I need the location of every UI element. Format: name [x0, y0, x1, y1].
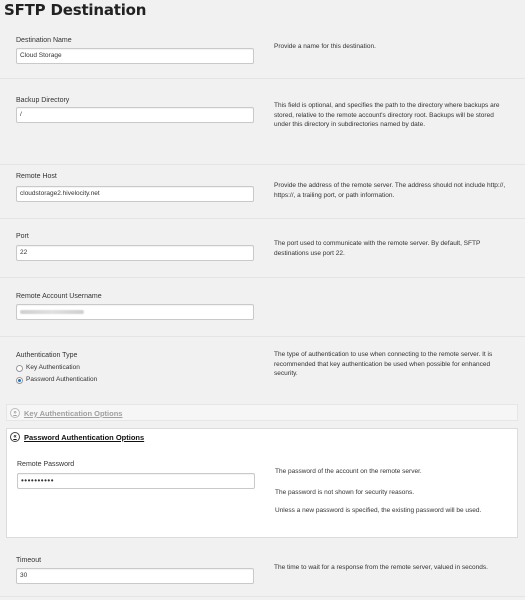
port-help: The port used to communicate with the remote server. By default, SFTP destinations use port 22.: [274, 240, 481, 257]
remote-host-help: Provide the address of the remote server. The address should not include http://, https://, a trailing port, or path information.: [274, 182, 506, 199]
divider: [0, 336, 525, 337]
remote-host-label: Remote Host: [16, 173, 57, 180]
remote-username-input[interactable]: [16, 304, 254, 320]
divider: [0, 218, 525, 219]
port-label: Port: [16, 233, 29, 240]
timeout-label: Timeout: [16, 557, 42, 564]
destination-name-label: Destination Name: [16, 37, 72, 44]
key-auth-options-title[interactable]: Key Authentication Options: [24, 408, 123, 418]
destination-name-help: Provide a name for this destination.: [274, 43, 376, 50]
remote-password-input[interactable]: ••••••••••: [17, 473, 255, 489]
backup-directory-input[interactable]: /: [16, 107, 254, 123]
key-auth-options-panel: [6, 404, 518, 421]
radio-label: Password Authentication: [26, 376, 98, 383]
remote-password-label: Remote Password: [17, 461, 75, 468]
radio-button[interactable]: [16, 365, 23, 372]
redacted-username: [20, 310, 84, 314]
authentication-help: The type of authentication to use when connecting to the remote server. It is recommended that key authentication be used when possible for enhanced security.: [274, 351, 493, 377]
collapse-icon[interactable]: «: [10, 432, 20, 442]
remote-password-help-2: The password is not shown for security reasons.: [275, 489, 415, 496]
radio-key-authentication[interactable]: [16, 363, 80, 373]
port-input[interactable]: 22: [16, 245, 254, 261]
remote-username-label: Remote Account Username: [16, 293, 102, 300]
page-title: SFTP Destination: [4, 1, 147, 19]
password-auth-options-panel: [6, 428, 518, 538]
remote-password-help-1: The password of the account on the remote server.: [275, 468, 422, 475]
backup-directory-help: This field is optional, and specifies the path to the directory where backups are stored, relative to the remote account's directory root. Backups will be stored under this directory in subdirectories named by date.: [274, 102, 500, 128]
remote-host-input[interactable]: cloudstorage2.hivelocity.net: [16, 186, 254, 202]
timeout-help: The time to wait for a response from the remote server, valued in seconds.: [274, 564, 488, 571]
key-auth-options-toggle[interactable]: [10, 408, 122, 418]
expand-icon[interactable]: »: [10, 408, 20, 418]
radio-label: Key Authentication: [26, 364, 80, 371]
remote-password-help-3: Unless a new password is specified, the existing password will be used.: [275, 507, 482, 514]
divider: [0, 277, 525, 278]
password-auth-options-title[interactable]: Password Authentication Options: [24, 432, 145, 442]
password-auth-options-toggle[interactable]: [10, 432, 144, 442]
authentication-type-label: Authentication Type: [16, 352, 78, 359]
radio-password-authentication[interactable]: [16, 375, 97, 385]
divider: [0, 596, 525, 597]
radio-button-checked[interactable]: [16, 377, 23, 384]
timeout-input[interactable]: 30: [16, 568, 254, 584]
destination-name-input[interactable]: Cloud Storage: [16, 48, 254, 64]
divider: [0, 78, 525, 79]
divider: [0, 164, 525, 165]
backup-directory-label: Backup Directory: [16, 97, 70, 104]
